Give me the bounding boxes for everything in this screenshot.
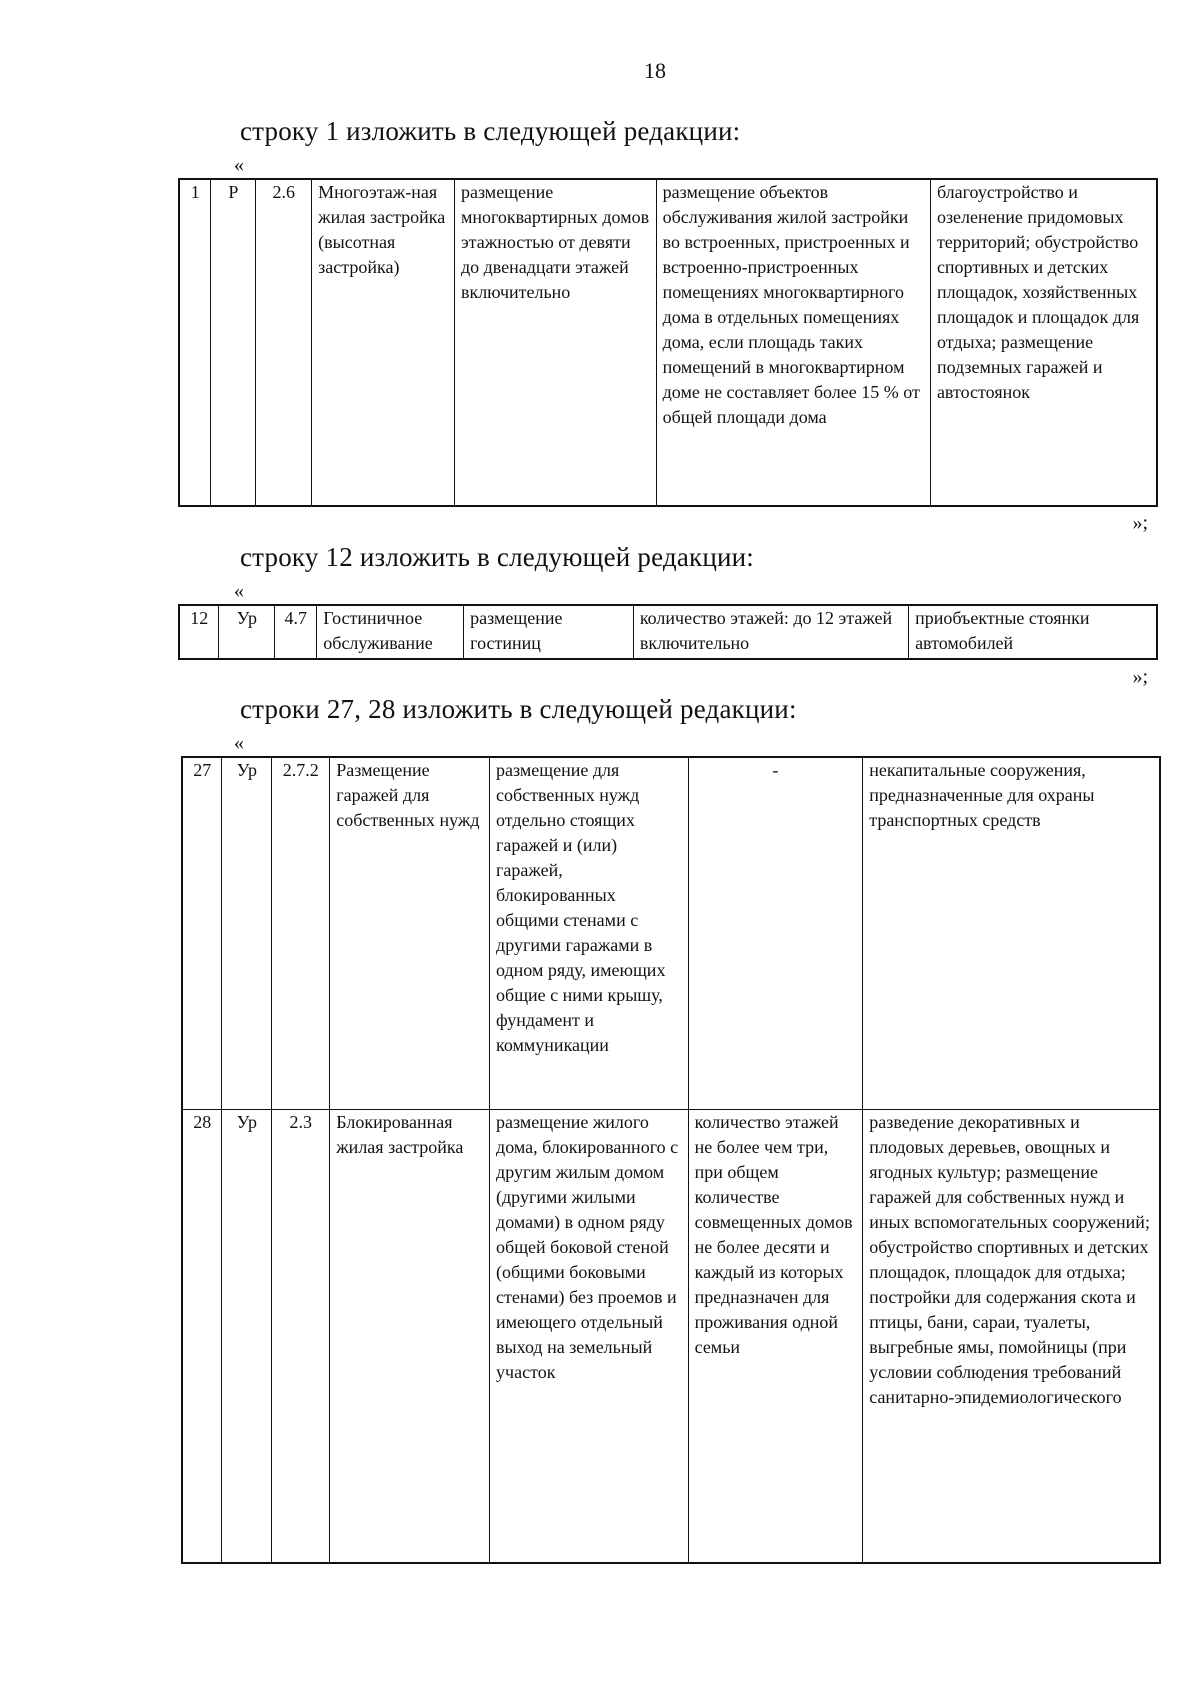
row-aux: приобъектные стоянки автомобилей <box>909 605 1157 659</box>
table-row <box>179 179 1157 506</box>
section-3-open-quote: « <box>234 732 244 754</box>
row-description: размещение многоквартирных домов этажностью от девяти до двенадцати этажей включительно <box>454 179 656 506</box>
section-2-close-quote: »; <box>1132 666 1148 688</box>
row-index: Ур <box>219 605 275 659</box>
row-code: 2.7.2 <box>272 757 330 1109</box>
row-number: 27 <box>182 757 222 1109</box>
section-3-heading: строки 27, 28 изложить в следующей редакции: <box>240 694 797 724</box>
row-name: Блокированная жилая застройка <box>330 1109 490 1563</box>
row-params: - <box>688 757 863 1109</box>
row-name: Гостиничное обслуживание <box>317 605 464 659</box>
page-number: 18 <box>644 58 666 83</box>
row-code: 4.7 <box>275 605 317 659</box>
row-number: 1 <box>179 179 211 506</box>
row-aux: некапитальные сооружения, предназначенные для охраны транспортных средств <box>863 757 1160 1109</box>
row-description: размещение для собственных нужд отдельно стоящих гаражей и (или) гаражей, блокированных общими стенами с другими гаражами в одном ряду, имеющих общие с ними крышу, фундамент и коммуникации <box>490 757 689 1109</box>
section-2-table <box>178 604 1158 660</box>
section-2-open-quote: « <box>234 580 244 602</box>
section-3-table <box>181 756 1161 1564</box>
row-index: Ур <box>222 1109 272 1563</box>
row-aux: благоустройство и озеленение придомовых территорий; обустройство спортивных и детских площадок, хозяйственных площадок и площадок для отдыха; размещение подземных гаражей и автостоянок <box>930 179 1157 506</box>
row-name: Размещение гаражей для собственных нужд <box>330 757 490 1109</box>
table-row <box>182 757 1160 1109</box>
row-number: 28 <box>182 1109 222 1563</box>
row-params: количество этажей не более чем три, при общем количестве совмещенных домов не более десяти и каждый из которых предназначен для проживания одной семьи <box>688 1109 863 1563</box>
section-1-table <box>178 178 1158 507</box>
row-number: 12 <box>179 605 219 659</box>
row-description: размещение жилого дома, блокированного с другим жилым домом (другими жилыми домами) в одном ряду общей боковой стеной (общими боковыми стенами) без проемов и имеющего отдельный выход на земельный участок <box>490 1109 689 1563</box>
row-description: размещение гостиниц <box>464 605 634 659</box>
row-name: Многоэтаж-ная жилая застройка (высотная застройка) <box>312 179 455 506</box>
row-index: Ур <box>222 757 272 1109</box>
row-params: количество этажей: до 12 этажей включительно <box>633 605 908 659</box>
section-1-open-quote: « <box>234 154 244 176</box>
row-code: 2.6 <box>256 179 312 506</box>
section-1-heading: строку 1 изложить в следующей редакции: <box>240 116 741 146</box>
row-aux: разведение декоративных и плодовых деревьев, овощных и ягодных культур; размещение гаражей для собственных нужд и иных вспомогательных сооружений; обустройство спортивных и детских площадок, площадок для отдыха; постройки для содержания скота и птицы, бани, сараи, туалеты, выгребные ямы, помойницы (при условии соблюдения требований санитарно-эпидемиологического <box>863 1109 1160 1563</box>
section-1-close-quote: »; <box>1132 512 1148 534</box>
table-row <box>182 1109 1160 1563</box>
row-params: размещение объектов обслуживания жилой застройки во встроенных, пристроенных и встроенно-пристроенных помещениях многоквартирного дома в отдельных помещениях дома, если площадь таких помещений в многоквартирном доме не составляет более 15 % от общей площади дома <box>656 179 930 506</box>
section-2-heading: строку 12 изложить в следующей редакции: <box>240 542 755 572</box>
row-index: Р <box>211 179 256 506</box>
table-row <box>179 605 1157 659</box>
row-code: 2.3 <box>272 1109 330 1563</box>
